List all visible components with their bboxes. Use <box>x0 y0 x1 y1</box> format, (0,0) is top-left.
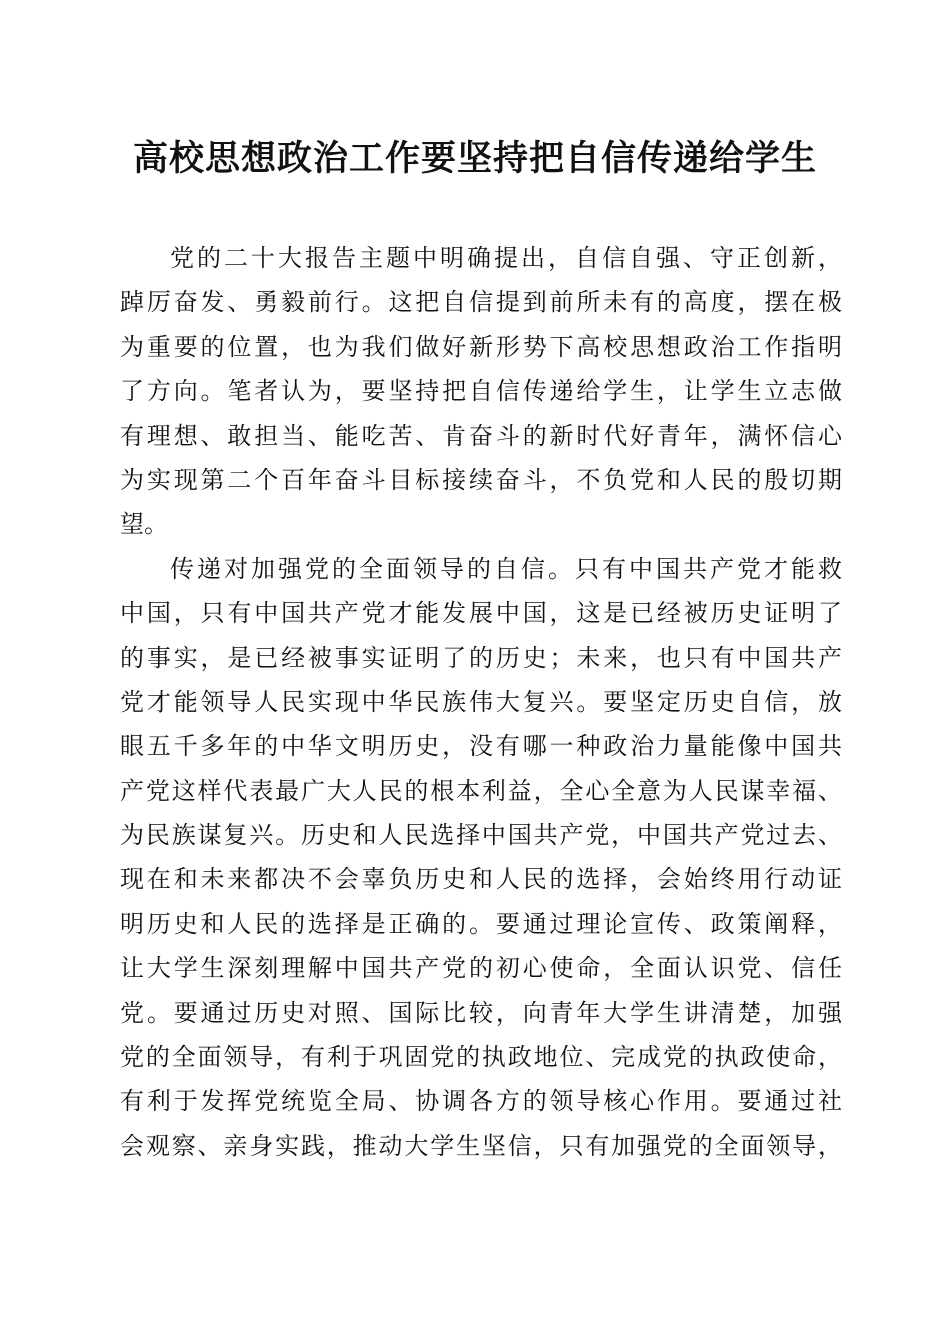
paragraph-2-line-13: 有利于发挥党统览全局、协调各方的领导核心作用。要通过社 <box>120 1087 842 1116</box>
document-body <box>120 236 842 1168</box>
paragraph-2-line-7: 为民族谋复兴。历史和人民选择中国共产党，中国共产党过去、 <box>120 821 842 850</box>
paragraph-1-line-1: 党的二十大报告主题中明确提出，自信自强、守正创新， <box>170 244 842 272</box>
paragraph-2-line-4: 党才能领导人民实现中华民族伟大复兴。要坚定历史自信，放 <box>120 687 842 716</box>
paragraph-2-line-3: 的事实，是已经被事实证明了的历史；未来，也只有中国共产 <box>120 643 842 672</box>
paragraph-2-line-12: 党的全面领导，有利于巩固党的执政地位、完成党的执政使命， <box>120 1043 842 1072</box>
paragraph-1-line-4: 了方向。笔者认为，要坚持把自信传递给学生，让学生立志做 <box>120 377 842 406</box>
document-title: 高校思想政治工作要坚持把自信传递给学生 <box>132 138 817 179</box>
paragraph-2-line-2: 中国，只有中国共产党才能发展中国，这是已经被历史证明了 <box>120 599 842 628</box>
paragraph-2-line-8: 现在和未来都决不会辜负历史和人民的选择，会始终用行动证 <box>120 865 842 894</box>
paragraph-1-line-3: 为重要的位置，也为我们做好新形势下高校思想政治工作指明 <box>120 332 842 361</box>
paragraph-1-line-5: 有理想、敢担当、能吃苦、肯奋斗的新时代好青年，满怀信心 <box>120 421 842 450</box>
paragraph-2-line-6: 产党这样代表最广大人民的根本利益，全心全意为人民谋幸福、 <box>120 776 842 805</box>
paragraph-2-line-11: 党。要通过历史对照、国际比较，向青年大学生讲清楚，加强 <box>120 998 842 1027</box>
paragraph-2-line-10: 让大学生深刻理解中国共产党的初心使命，全面认识党、信任 <box>120 954 842 983</box>
paragraph-1-line-7: 望。 <box>120 510 168 539</box>
paragraph-1-line-6: 为实现第二个百年奋斗目标接续奋斗，不负党和人民的殷切期 <box>120 465 842 494</box>
paragraph-1-line-2: 踔厉奋发、勇毅前行。这把自信提到前所未有的高度，摆在极 <box>120 288 842 317</box>
paragraph-2-line-9: 明历史和人民的选择是正确的。要通过理论宣传、政策阐释， <box>120 909 842 938</box>
paragraph-2-line-5: 眼五千多年的中华文明历史，没有哪一种政治力量能像中国共 <box>120 732 842 761</box>
paragraph-2-line-14: 会观察、亲身实践，推动大学生坚信，只有加强党的全面领导， <box>120 1131 842 1160</box>
paragraph-2-line-1: 传递对加强党的全面领导的自信。只有中国共产党才能救 <box>170 554 842 583</box>
